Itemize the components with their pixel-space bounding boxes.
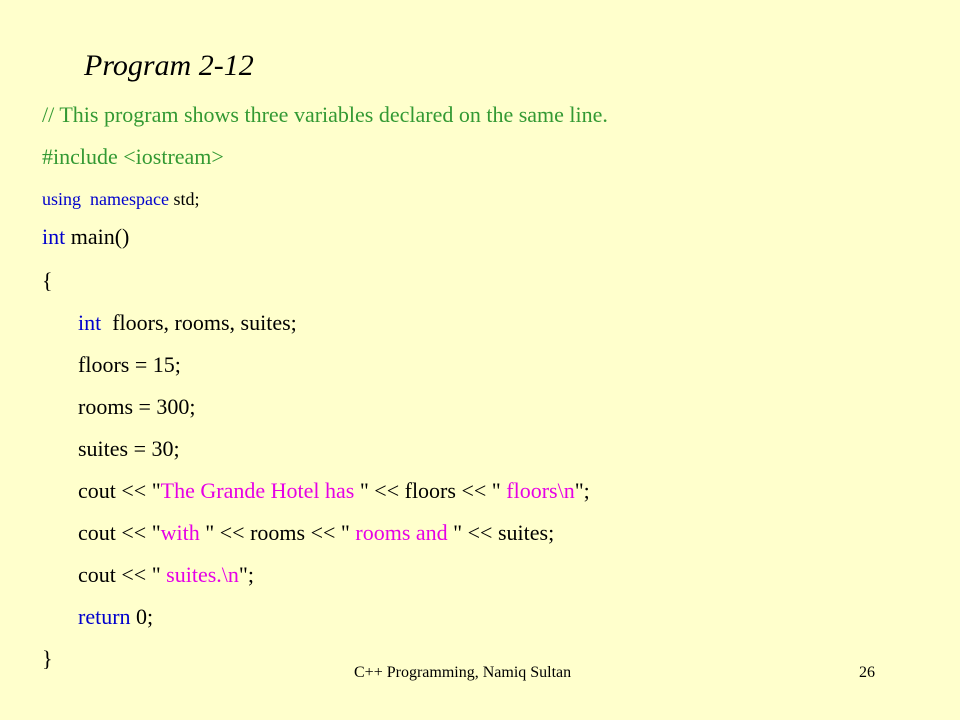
code-line-floors: floors = 15; <box>78 352 181 377</box>
code-line-comment: // This program shows three variables declared on the same line. <box>42 102 608 127</box>
code-line-cout-2 <box>78 518 554 548</box>
code-line-declaration <box>78 308 297 338</box>
code-text: main() <box>65 224 130 249</box>
code-text: " << suites; <box>453 520 555 545</box>
code-line-close-brace: } <box>42 646 53 671</box>
code-text: "; <box>574 478 590 503</box>
code-line-main <box>42 222 129 252</box>
keyword-using-namespace: using namespace <box>42 189 169 209</box>
code-line-cout-3 <box>78 560 254 590</box>
string-literal: rooms and <box>349 520 454 545</box>
code-text: 0; <box>130 604 154 629</box>
code-text: cout << " <box>78 520 161 545</box>
footer-course: C++ Programming, Namiq Sultan <box>354 664 572 681</box>
code-line-open-brace: { <box>42 268 53 293</box>
code-text: "; <box>238 562 254 587</box>
code-text: " << floors << " <box>359 478 501 503</box>
string-literal: floors\n <box>500 478 575 503</box>
code-text: floors, rooms, suites; <box>101 310 297 335</box>
code-line-include: #include <iostream> <box>42 144 224 169</box>
code-line-rooms: rooms = 300; <box>78 394 196 419</box>
keyword-return: return <box>78 604 131 629</box>
code-line-using <box>42 184 199 214</box>
code-line-suites: suites = 30; <box>78 436 180 461</box>
code-text: " << rooms << " <box>205 520 350 545</box>
code-line-cout-1 <box>78 476 590 506</box>
code-text: std; <box>168 189 200 209</box>
code-line-return <box>78 602 153 632</box>
code-text: cout << " <box>78 562 161 587</box>
string-literal: The Grande Hotel has <box>160 478 360 503</box>
keyword-int: int <box>78 310 102 335</box>
string-literal: with <box>160 520 206 545</box>
footer-page-number: 26 <box>859 664 875 681</box>
keyword-int: int <box>42 224 66 249</box>
slide-title: Program 2-12 <box>84 49 254 82</box>
string-literal: suites.\n <box>160 562 239 587</box>
code-text: cout << " <box>78 478 161 503</box>
